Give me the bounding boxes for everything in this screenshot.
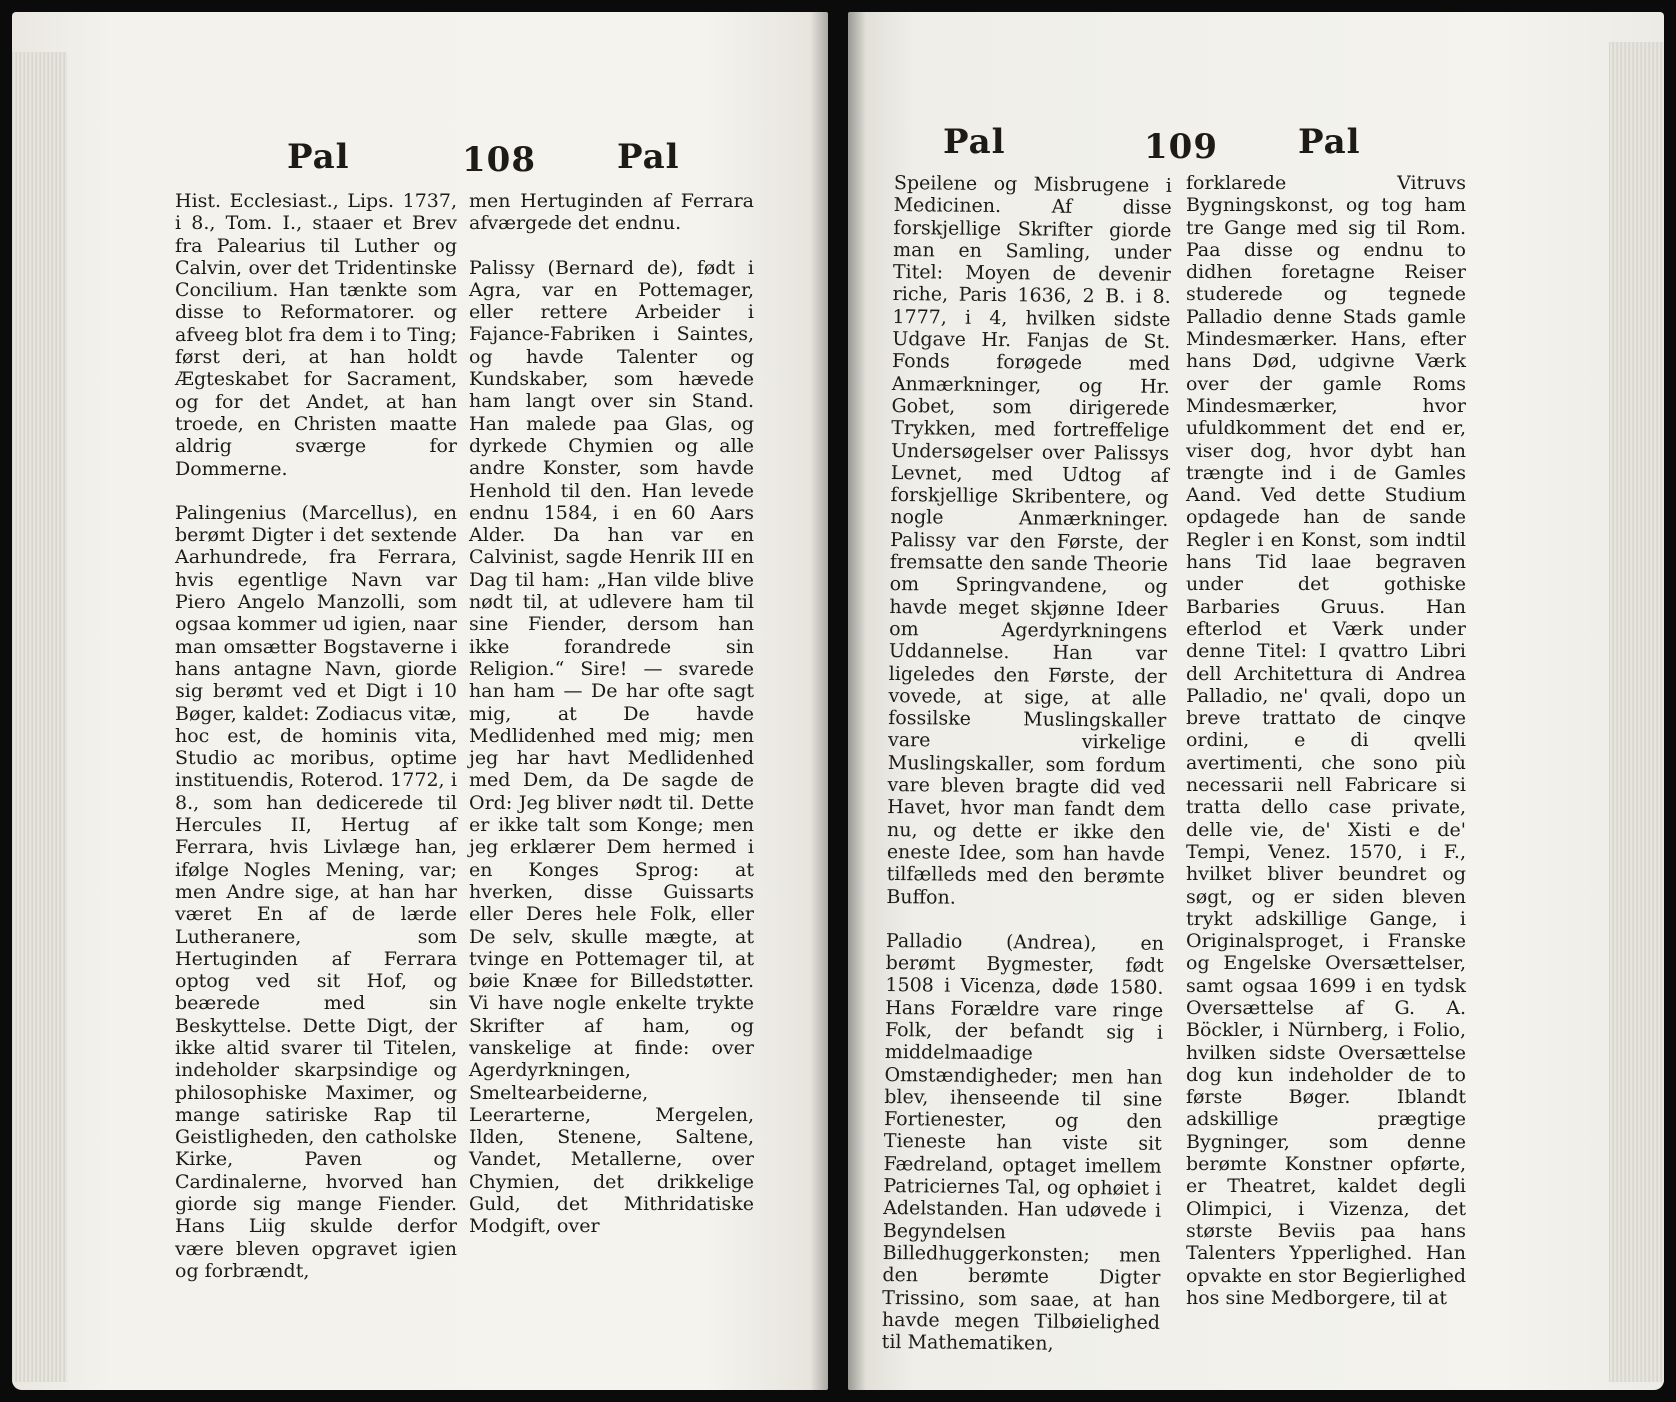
paragraph-continuation: Speilene og Misbrugene i Medicinen. Af disse forskjellige Skrifter giorde man en Samling, under Titel: Moyen de devenir riche, Paris 1636, 2 B. i 8. 1777, i 4, hvilken sidste Udgave Hr. Fanjas de St. Fonds forøgede med Anmærkninger, og Hr. Gobet, som dirigerede Trykken, med fortreffelige Undersøgelser over Palissys Levnet, med Udtog af forskjellige Skribentere, og nogle Anmærkninger. Palissy var den Første, der fremsatte den sande Theorie om Springvandene, og havde meget skjønne Ideer om Agerdyrkningens Uddannelse. Han var ligeledes den Første, der vovede, at sige, at alle fossilske Muslingskaller vare virkelige Muslingskaller, som fordum vare bleven bragte did ved Havet, hvor man fandt dem nu, og dette er ikke den eneste Idee, som han havde tilfælleds med den berømte Buffon.	[886, 172, 1172, 909]
page-number: 108	[462, 140, 536, 180]
paragraph-continuation: Hist. Ecclesiast., Lips. 1737, i 8., Tom. I., staaer et Brev fra Palearius til Luther og Calvin, over det Tridentinske Concilium. Han tænkte som disse to Reformatorer. og afveeg blot fra dem i to Ting; først deri, at han holdt Ægteskabet for Sacrament, og for det Andet, at han troede, en Christen maatte aldrig sværge for Dommerne.	[175, 190, 457, 480]
left-page-edges	[12, 52, 67, 1382]
entry-palingenius: Palingenius (Marcellus), en berømt Digter i det sextende Aarhundrede, fra Ferrara, hvis egentlige Navn var Piero Angelo Manzolli, som ogsaa kommer ud igien, naar man omsætter Bogstaverne i hans antagne Navn, giorde sig berømt ved et Digt i 10 Bøger, kaldet: Zodiacus vitæ, hoc est, de hominis vita, Studio ac moribus, optime instituendis, Roterod. 1772, i 8., som han dedicerede til Hercules II, Hertug af Ferrara, hvis Livlæge han, ifølge Nogles Mening, var; men Andre sige, at han har været En af de lærde Lutheranere, som Hertuginden af Ferrara optog ved sit Hof, og beærede med sin Beskyttelse. Dette Digt, der ikke altid svarer til Titelen, indeholder skarpsindige og philosophiske Maximer, og mange satiriske Rap til Geistligheden, den catholske Kirke, Paven og Cardinalerne, hvorved han giorde sig mange Fiender. Hans Liig skulde derfor være bleven opgravet igien og forbrændt,	[175, 501, 457, 1282]
entry-palladio: Palladio (Andrea), en berømt Bygmester, født 1508 i Vicenza, døde 1580. Hans Forældre vare ringe Folk, der befandt sig i middelmaadige Omstændigheder; men han blev, ihenseende til sine Fortienester, og den Tieneste han viste sit Fædreland, optaget imellem Patriciernes Tal, og ophøiet i Adelstanden. Han udøvede i Begyndelsen Billedhuggerkonsten; men den berømte Digter Trissino, som saae, at han havde megen Tilbøielighed til Mathematiken,	[881, 929, 1165, 1355]
page-number: 109	[1144, 127, 1218, 167]
left-page	[12, 12, 828, 1390]
left-page-gutter	[810, 12, 828, 1390]
entry-palissy: Palissy (Bernard de), født i Agra, var en Pottemager, eller rettere Arbeider i Fajance-Fabriken i Saintes, og havde Talenter og Kundskaber, som hævede ham langt over sin Stand. Han malede paa Glas, og dyrkede Chymien og alle andre Konster, som havde Henhold til den. Han levede endnu 1584, i en 60 Aars Alder. Da han var en Calvinist, sagde Henrik III en Dag til ham: „Han vilde blive nødt til, at udlevere ham til sine Fiender, dersom han ikke forandrede sin Religion.“ Sire! — svarede han ham — De har ofte sagt mig, at De havde Medlidenhed med mig; men jeg har havt Medlidenhed med Dem, da De sagde de Ord: Jeg bliver nødt til. Dette er ikke talt som Konge; men jeg erklærer Dem hermed i en Konges Sprog: at hverken, disse Guissarts eller Deres hele Folk, eller De selv, skulle mægte, at tvinge en Pottemager til, at bøie Knæe for Billedstøtter. Vi have nogle enkelte trykte Skrifter af ham, og vanskelige at finde: over Agerdyrkningen, Smeltearbeiderne, Leerarterne, Mergelen, Ilden, Stenene, Saltene, Vandet, Metallerne, over Chymien, det drikkelige Guld, det Mithridatiske Modgift, over	[469, 256, 754, 1238]
paragraph-continuation: forklarede Vitruvs Bygningskonst, og tog ham tre Gange med sig til Rom. Paa disse og endnu to didhen foretagne Reiser studerede og tegnede Palladio denne Stads gamle Mindesmærker. Hans, efter hans Død, udgivne Værk over der gamle Roms Mindesmærker, hvor ufuldkomment det end er, viser dog, hvor dybt han trængte ind i de Gamles Aand. Ved dette Studium opdagede han de sande Regler i en Konst, som indtil hans Tid laae begraven under det gothiske Barbaries Gruus. Han efterlod et Værk under denne Titel: I qvattro Libri dell Architettura di Andrea Palladio, ne' qvali, dopo un breve trattato de cinqve ordini, e di qvelli avertimenti, che sono più necessarii nell Fabricare si tratta dello case private, delle vie, de' Xisti e de' Tempi, Venez. 1570, i F., hvilket bliver beundret og søgt, og er siden bleven trykt adskillige Gange, i Originalsproget, i Franske og Engelske Oversættelser, samt ogsaa 1699 i en tydsk Oversættelse af G. A. Böckler, i Nürnberg, i Folio, hvilken sidste Oversættelse dog kun indeholder de to første Bøger. Iblandt adskillige prægtige Bygninger, som denne berømte Konstner opførte, er Theatret, kaldet degli Olimpici, i Vizenza, det største Beviis paa hans Talenters Ypperlighed. Han opvakte en stor Begierlighed hos sine Medborgere, til at	[1186, 172, 1466, 1309]
text-column-right	[469, 190, 754, 1238]
running-head-left: Pal	[943, 122, 1006, 162]
running-head-right: Pal	[1298, 122, 1361, 162]
paragraph-continuation: men Hertuginden af Ferrara afværgede det endnu.	[469, 190, 754, 235]
right-page	[848, 12, 1664, 1390]
text-column-left	[882, 172, 1172, 1356]
right-page-edges	[1609, 42, 1664, 1382]
text-column-right	[1186, 172, 1466, 1309]
running-head-right: Pal	[617, 137, 680, 177]
running-head-left: Pal	[287, 137, 350, 177]
text-column-left	[175, 190, 457, 1282]
right-page-gutter	[848, 12, 866, 1390]
